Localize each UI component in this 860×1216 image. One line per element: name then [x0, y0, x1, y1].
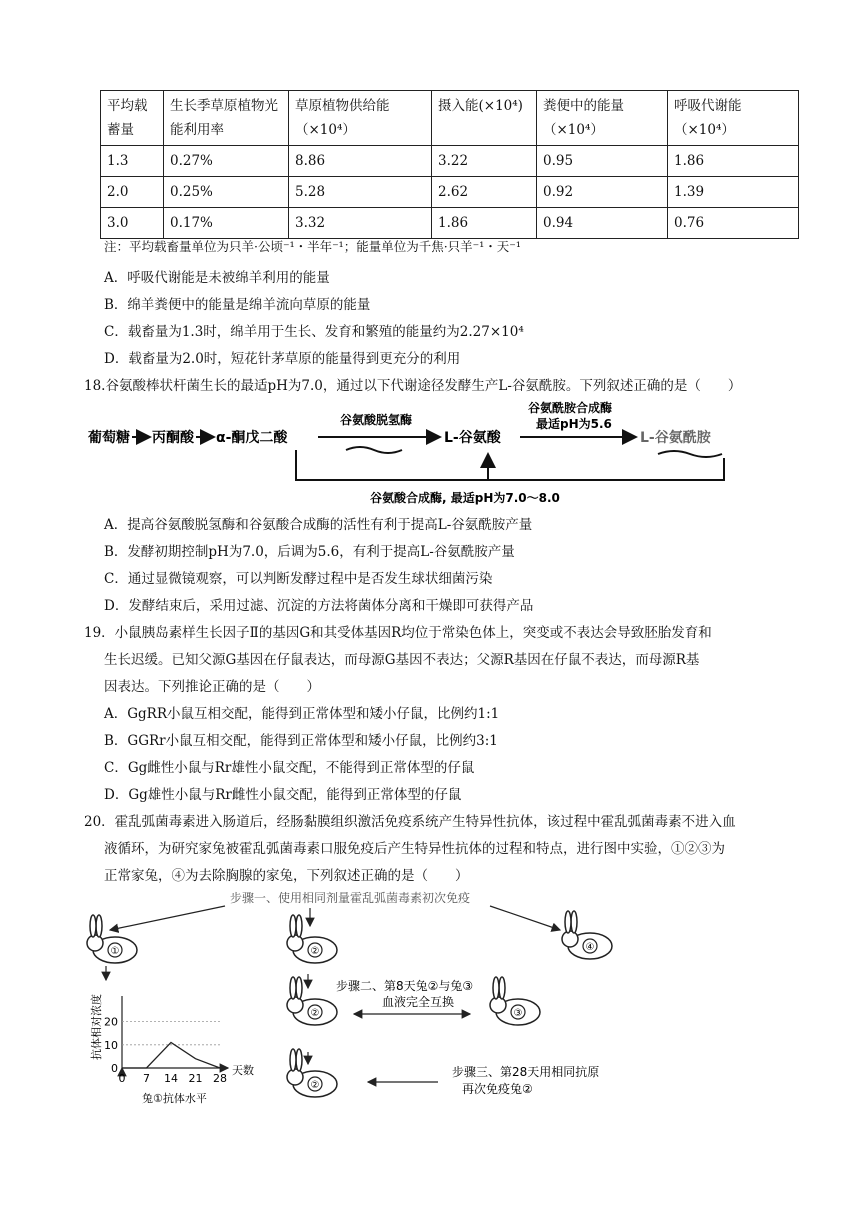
q19-stem-line-3: 因表达。下列推论正确的是（ ） [104, 679, 320, 695]
table-cell: 0.92 [537, 177, 668, 208]
node-pyruvate: 丙酮酸 [152, 430, 194, 446]
table-header-row [101, 91, 799, 146]
table-cell: 5.28 [289, 177, 432, 208]
q20-stem-line-2: 液循环，为研究家兔被霍乱弧菌毒素口服免疫后产生特异性抗体的过程和特点，进行图中实验，①②③为 [104, 841, 725, 857]
step2-label: 步骤二、第8天兔②与兔③ [336, 979, 474, 993]
x-tick-label: 28 [213, 1072, 227, 1085]
svg-text:①: ① [110, 946, 120, 957]
y-tick-label: 20 [104, 1015, 118, 1029]
node-glutamate: L-谷氨酸 [444, 430, 501, 446]
chart-caption: 兔①抗体水平 [142, 1092, 207, 1105]
q17-option-c: C．载畜量为1.3时，绵羊用于生长、发育和繁殖的能量约为2.27×10⁴ [104, 324, 524, 340]
x-tick-label: 21 [188, 1072, 203, 1085]
table-cell: 0.94 [537, 208, 668, 239]
x-tick-label: 0 [118, 1072, 126, 1085]
q19-option-b: B．GGRr小鼠互相交配，能得到正常体型和矮小仔鼠，比例约3:1 [104, 733, 498, 749]
node-glutamine: L-谷氨酰胺 [640, 430, 711, 446]
enzyme-glu-dehydrogenase: 谷氨酸脱氢酶 [340, 413, 413, 427]
table-cell: 0.27% [164, 146, 289, 177]
arrow [490, 906, 560, 930]
node-glucose: 葡萄糖 [88, 430, 130, 446]
q18-option-d: D．发酵结束后，采用过滤、沉淀的方法将菌体分离和干燥即可获得产品 [104, 598, 534, 614]
table-cell: 1.3 [101, 146, 164, 177]
y-tick-label: 10 [104, 1038, 118, 1052]
metabolic-pathway-diagram [88, 398, 738, 506]
table-cell: 1.86 [432, 208, 537, 239]
table-cell: 8.86 [289, 146, 432, 177]
svg-text:②: ② [310, 946, 320, 957]
table-cell: 3.0 [101, 208, 164, 239]
q17-option-d: D．载畜量为2.0时，短花针茅草原的能量得到更充分的利用 [104, 351, 461, 367]
q17-option-a: A．呼吸代谢能是未被绵羊利用的能量 [104, 270, 330, 286]
rabbit-3 [490, 977, 540, 1025]
q19-option-c: C．Gg雌性小鼠与Rr雄性小鼠交配，不能得到正常体型的仔鼠 [104, 760, 475, 776]
step2-label-2: 血液完全互换 [382, 995, 455, 1009]
q18-stem: 18.谷氨酸棒状杆菌生长的最适pH为7.0，通过以下代谢途径发酵生产L-谷氨酰胺。下列叙述正确的是（ ） [84, 378, 742, 394]
enzyme-glu-synthase: 谷氨酸合成酶, 最适pH为7.0～8.0 [370, 491, 560, 505]
q18-option-c: C．通过显微镜观察，可以判断发酵过程中是否发生球状细菌污染 [104, 571, 493, 587]
y-tick-label: 0 [111, 1062, 118, 1075]
rabbit-2 [287, 915, 337, 963]
energy-table [100, 90, 799, 239]
immunization-experiment-figure [70, 888, 670, 1110]
table-cell: 3.22 [432, 146, 537, 177]
enzyme-gln-synthetase: 谷氨酰胺合成酶 [528, 401, 613, 415]
arrow [110, 906, 225, 930]
pathway-svg [88, 398, 738, 506]
table-cell: 3.32 [289, 208, 432, 239]
handwritten-underline [346, 447, 402, 453]
chart-xunit: 天数 [232, 1064, 254, 1077]
feedback-line [296, 450, 488, 480]
svg-text:②: ② [310, 1008, 320, 1019]
table-cell: 0.95 [537, 146, 668, 177]
table-row [101, 146, 799, 177]
q19-stem-line-2: 生长迟缓。已知父源G基因在仔鼠表达，而母源G基因不表达；父源R基因在仔鼠不表达，而母源R基 [104, 652, 700, 668]
node-akg: α-酮戊二酸 [216, 430, 288, 446]
table-cell: 1.39 [668, 177, 799, 208]
q18-option-b: B．发酵初期控制pH为7.0，后调为5.6，有利于提高L-谷氨酰胺产量 [104, 544, 515, 560]
table-row [101, 208, 799, 239]
table-cell: 2.62 [432, 177, 537, 208]
feedback-line [488, 458, 724, 480]
antibody-chart [89, 994, 254, 1105]
table-row [101, 177, 799, 208]
antibody-level-line [122, 1042, 220, 1068]
q20-stem-line-3: 正常家兔，④为去除胸腺的家兔，下列叙述正确的是（ ） [104, 868, 469, 884]
rabbit-2-step3 [287, 1049, 337, 1097]
header-cell: 平均载蓄量 [101, 91, 164, 146]
svg-text:④: ④ [585, 942, 595, 953]
table-cell: 1.86 [668, 146, 799, 177]
q19-option-d: D．Gg雄性小鼠与Rr雌性小鼠交配，能得到正常体型的仔鼠 [104, 787, 462, 803]
step1-label: 步骤一、使用相同剂量霍乱弧菌毒素初次免疫 [230, 891, 471, 905]
header-cell: 草原植物供给能（×10⁴） [289, 91, 432, 146]
q17-option-b: B．绵羊粪便中的能量是绵羊流向草原的能量 [104, 297, 371, 313]
q20-stem-line-1: 20．霍乱弧菌毒素进入肠道后，经肠黏膜组织激活免疫系统产生特异性抗体，该过程中霍乱弧菌毒素不进入血 [84, 814, 736, 830]
table-note: 注：平均载畜量单位为只羊·公顷⁻¹・半年⁻¹；能量单位为千焦·只羊⁻¹・天⁻¹ [104, 239, 521, 254]
rabbit-1 [87, 915, 137, 963]
q19-stem-line-1: 19．小鼠胰岛素样生长因子Ⅱ的基因G和其受体基因R均位于常染色体上，突变或不表达会导致胚胎发育和 [84, 625, 712, 641]
enzyme-gln-synthetase-ph: 最适pH为5.6 [536, 417, 612, 431]
experiment-svg [70, 888, 670, 1110]
svg-text:②: ② [310, 1080, 320, 1091]
x-tick-label: 7 [143, 1072, 150, 1085]
step3-label-2: 再次免疫兔② [462, 1082, 533, 1096]
table-cell: 2.0 [101, 177, 164, 208]
x-tick-label: 14 [164, 1072, 178, 1085]
header-cell: 呼吸代谢能（×10⁴） [668, 91, 799, 146]
step3-label: 步骤三、第28天用相同抗原 [452, 1065, 600, 1079]
header-cell: 生长季草原植物光能利用率 [164, 91, 289, 146]
table-cell: 0.25% [164, 177, 289, 208]
header-cell: 粪便中的能量（×10⁴） [537, 91, 668, 146]
svg-text:③: ③ [513, 1008, 523, 1019]
header-cell: 摄入能(×10⁴) [432, 91, 537, 146]
table-cell: 0.17% [164, 208, 289, 239]
rabbit-4 [562, 911, 612, 959]
q19-option-a: A．GgRR小鼠互相交配，能得到正常体型和矮小仔鼠，比例约1:1 [104, 706, 500, 722]
chart-ylabel: 抗体相对浓度 [90, 994, 103, 1060]
q18-option-a: A．提高谷氨酸脱氢酶和谷氨酸合成酶的活性有利于提高L-谷氨酰胺产量 [104, 517, 533, 533]
table-cell: 0.76 [668, 208, 799, 239]
rabbit-2-step2 [287, 977, 337, 1025]
handwritten-underline [658, 451, 722, 457]
